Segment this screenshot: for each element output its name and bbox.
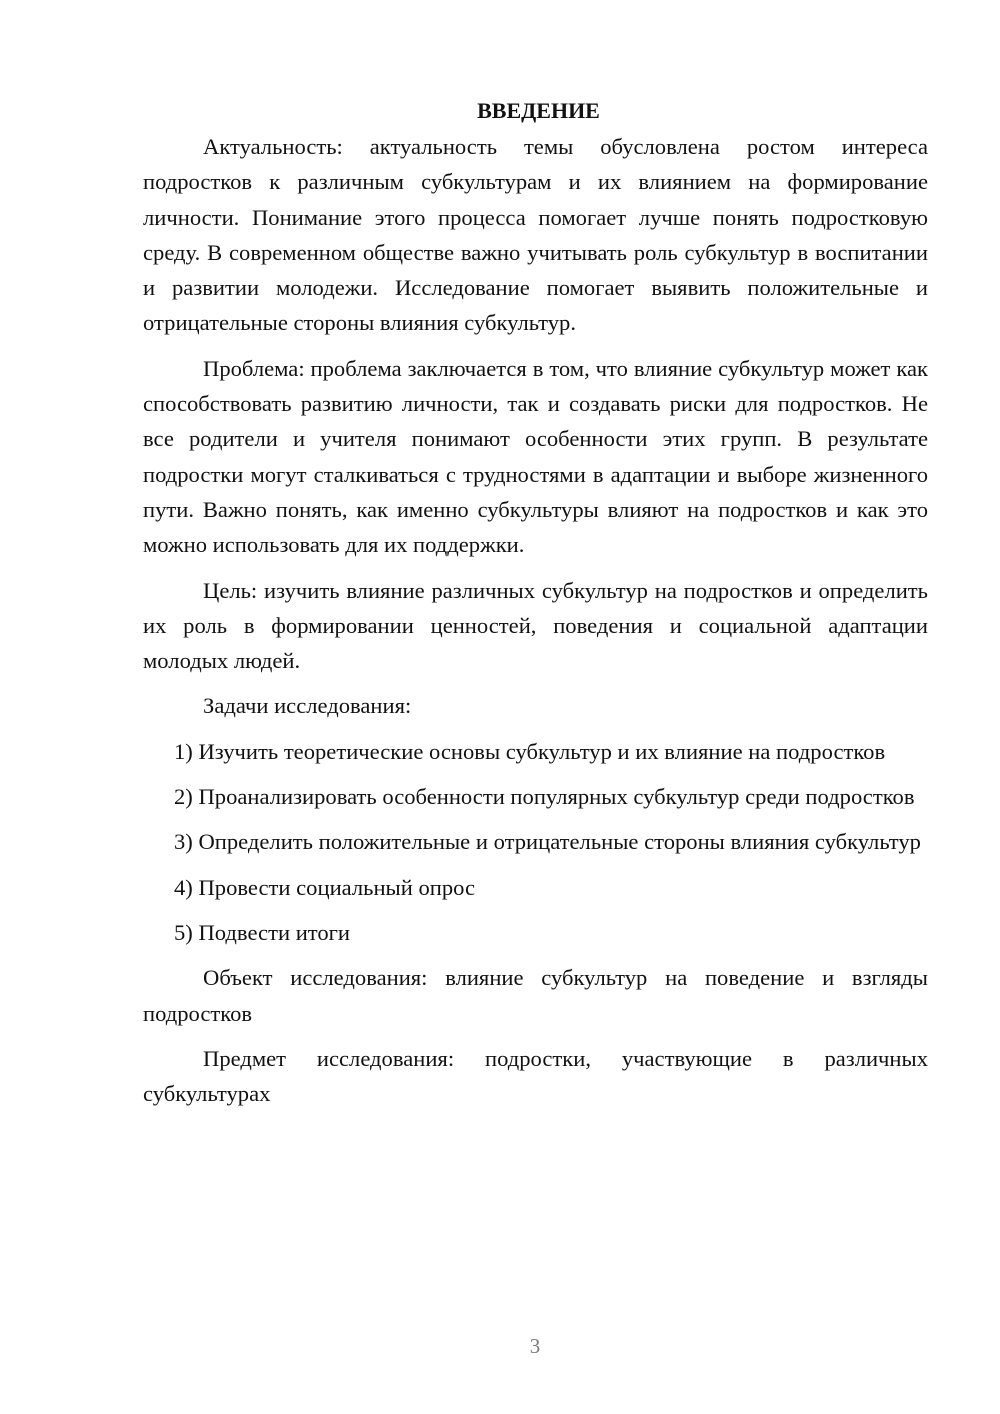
subject-paragraph: Предмет исследования: подростки, участвующие в различных субкультурах [143, 1045, 928, 1107]
tasks-heading: Задачи исследования: [203, 693, 412, 719]
list-item: 4) Провести социальный опрос [174, 874, 476, 900]
list-item: 5) Подвести итоги [174, 919, 351, 945]
goal-paragraph: Цель: изучить влияние различных субкультур на подростков и определить их роль в формировании ценностей, поведения и социальной адаптации молодых людей. [143, 577, 928, 674]
tasks-list [143, 734, 928, 950]
page-title: ВВЕДЕНИЕ [477, 98, 600, 123]
list-item: 1) Изучить теоретические основы субкультур и их влияние на подростков [174, 738, 886, 764]
relevance-paragraph: Актуальность: актуальность темы обусловлена ростом интереса подростков к различным субкультурам и их влиянием на формирование личности. Понимание этого процесса помогает лучше понять подростковую среду. В современном обществе важно учитывать роль субкультур в воспитании и развитии молодежи. Исследование помогает выявить положительные и отрицательные стороны влияния субкультур. [143, 134, 928, 336]
object-paragraph: Объект исследования: влияние субкультур на поведение и взгляды подростков [143, 965, 928, 1026]
page-number: 3 [529, 1334, 541, 1358]
problem-paragraph: Проблема: проблема заключается в том, что влияние субкультур может как способствовать развитию личности, так и создавать риски для подростков. Не все родители и учителя понимают особенности этих групп. В результате подростки могут сталкиваться с трудностями в адаптации и выборе жизненного пути. Важно понять, как именно субкультуры влияют на подростков и как это можно использовать для их поддержки. [143, 355, 928, 558]
list-item: 2) Проанализировать особенности популярных субкультур среди подростков [174, 784, 915, 810]
document-page [143, 93, 928, 1111]
list-item: 3) Определить положительные и отрицательные стороны влияния субкультур [174, 829, 921, 855]
